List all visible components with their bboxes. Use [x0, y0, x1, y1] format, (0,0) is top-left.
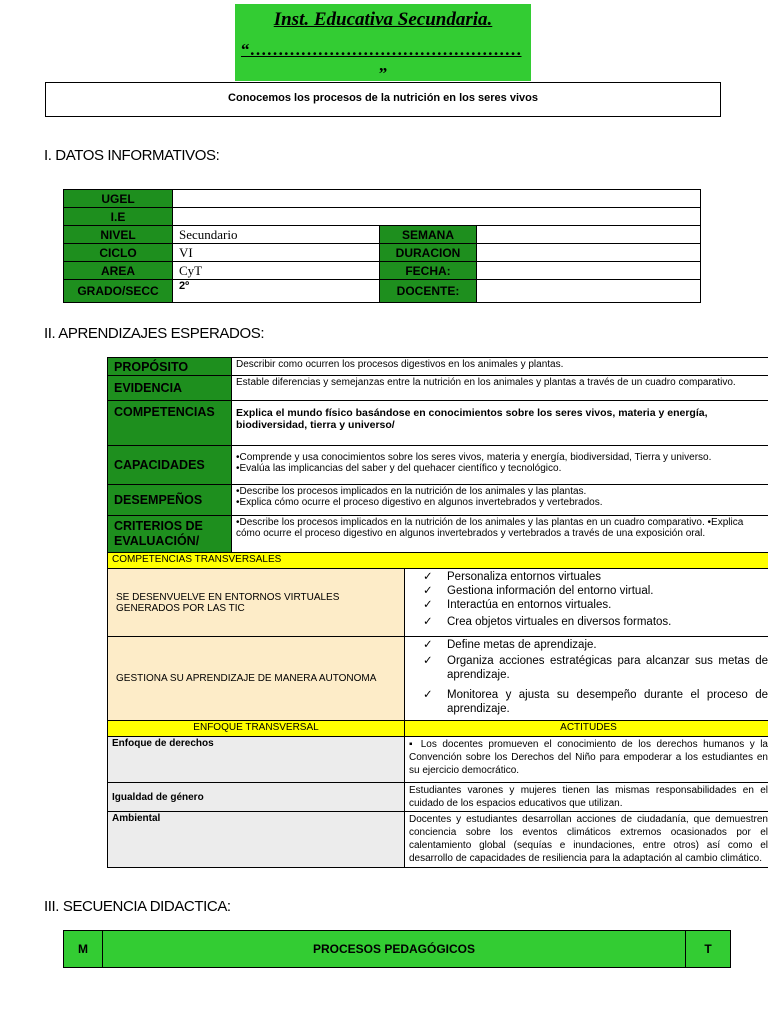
value-capacidades: [232, 446, 768, 485]
institution-title: Inst. Educativa Secundaria.: [273, 9, 493, 30]
label-area: AREA: [64, 262, 173, 280]
list-item: [409, 654, 768, 682]
list-item: [409, 688, 768, 716]
institution-header: [235, 4, 531, 81]
list-item: [409, 570, 768, 584]
table-row: [108, 358, 768, 376]
tic-capacidades: [405, 569, 768, 637]
table-row: [108, 721, 768, 737]
list-item-text: Crea objetos virtuales en diversos formatos.: [447, 616, 672, 628]
table-row: [108, 737, 768, 783]
institution-name-blank: “…………………………………………: [241, 40, 522, 59]
competencia-tic: SE DESENVUELVE EN ENTORNOS VIRTUALES GENERADOS POR LAS TIC: [108, 569, 405, 637]
value-grado: 2º: [173, 280, 380, 303]
enfoque-header: ENFOQUE TRANSVERSAL: [108, 721, 405, 737]
list-item-text: Interactúa en entornos virtuales.: [447, 599, 612, 611]
section-heading-aprendizajes: II. APRENDIZAJES ESPERADOS:: [44, 325, 265, 342]
secuencia-didactica-table: [63, 930, 731, 968]
label-ie: I.E: [64, 208, 173, 226]
datos-informativos-table: [63, 189, 701, 303]
table-row: [108, 812, 768, 868]
section-heading-datos: I. DATOS INFORMATIVOS:: [44, 147, 220, 164]
label-desempenos: DESEMPEÑOS: [108, 485, 232, 516]
list-item-text: Personaliza entornos virtuales: [447, 571, 602, 583]
table-row: [108, 553, 768, 569]
list-item-text: Gestiona información del entorno virtual.: [447, 585, 654, 597]
competencia-gestiona: GESTIONA SU APRENDIZAJE DE MANERA AUTONOMA: [108, 637, 405, 721]
check-icon: ✓: [423, 655, 433, 667]
label-grado: GRADO/SECC: [64, 280, 173, 303]
list-item-text: Define metas de aprendizaje.: [447, 639, 597, 651]
label-evidencia: EVIDENCIA: [108, 376, 232, 401]
enfoque-name: Enfoque de derechos: [108, 737, 405, 783]
session-title: Conocemos los procesos de la nutrición en los seres vivos: [45, 82, 721, 117]
institution-name-close: ”: [378, 64, 388, 83]
value-ciclo: VI: [173, 244, 380, 262]
list-item-text: Monitorea y ajusta su desempeño durante el proceso de aprendizaje.: [447, 689, 768, 715]
value-desempenos: [232, 485, 768, 516]
value-proposito: Describir como ocurren los procesos digestivos en los animales y plantas.: [232, 358, 768, 376]
value-fecha: [477, 262, 701, 280]
check-icon: ✓: [423, 599, 433, 611]
table-row: [64, 208, 701, 226]
column-momento: M: [64, 931, 103, 968]
label-competencia: COMPETENCIAS: [108, 401, 232, 446]
table-row: [108, 376, 768, 401]
label-capacidades: CAPACIDADES: [108, 446, 232, 485]
table-row: [64, 280, 701, 303]
label-criterios: CRITERIOS DE EVALUACIÓN/: [108, 516, 232, 553]
capacidad-item: •Evalúa las implicancias del saber y del quehacer científico y tecnológico.: [236, 463, 562, 474]
table-row: [108, 569, 768, 637]
column-procesos-pedagogicos: PROCESOS PEDAGÓGICOS: [103, 931, 686, 968]
tic-list: [409, 570, 768, 629]
label-ciclo: CICLO: [64, 244, 173, 262]
label-nivel: NIVEL: [64, 226, 173, 244]
section-heading-secuencia: III. SECUENCIA DIDACTICA:: [44, 898, 231, 915]
value-criterios: •Describe los procesos implicados en la nutrición de los animales y las plantas en un cuadro comparativo. •Explica cómo ocurre el proceso digestivo en algunos invertebrados y vertebrados a través de una exposición oral.: [232, 516, 768, 553]
check-icon: ✓: [423, 616, 433, 628]
check-icon: ✓: [423, 585, 433, 597]
enfoque-actitud: ▪ Los docentes promueven el conocimiento de los derechos humanos y la Convención sobre los Derechos del Niño para empoderar a los estudiantes en su ejercicio democrático.: [405, 737, 768, 783]
table-row: [64, 931, 731, 968]
label-proposito: PROPÓSITO: [108, 358, 232, 376]
aprendizajes-table: [107, 357, 768, 868]
gestiona-capacidades: [405, 637, 768, 721]
list-item: [409, 638, 768, 652]
table-row: [108, 401, 768, 446]
label-duracion: DURACION: [380, 244, 477, 262]
list-item: [409, 584, 768, 598]
table-row: [64, 262, 701, 280]
table-row: [64, 190, 701, 208]
competencias-transversales-header: COMPETENCIAS TRANSVERSALES: [108, 553, 768, 569]
enfoque-actitud: Docentes y estudiantes desarrollan acciones de ciudadanía, que demuestren conciencia sobre los eventos climáticos extremos ocasionados por el calentamiento global (sequías e inundaciones, entre otros) así como el desarrollo de capacidades de resiliencia para la adaptación al cambio climático.: [405, 812, 768, 868]
capacidad-item: •Comprende y usa conocimientos sobre los seres vivos, materia y energía, biodiversidad, Tierra y universo.: [236, 452, 712, 463]
desempeno-item: •Explica cómo ocurre el proceso digestivo en algunos invertebrados y vertebrados.: [236, 497, 603, 508]
label-semana: SEMANA: [380, 226, 477, 244]
desempeno-item: •Describe los procesos implicados en la nutrición de los animales y las plantas.: [236, 486, 587, 497]
label-fecha: FECHA:: [380, 262, 477, 280]
value-docente: [477, 280, 701, 303]
table-row: [108, 637, 768, 721]
label-docente: DOCENTE:: [380, 280, 477, 303]
check-icon: ✓: [423, 639, 433, 651]
table-row: [64, 226, 701, 244]
check-icon: ✓: [423, 571, 433, 583]
value-semana: [477, 226, 701, 244]
enfoque-name: Ambiental: [108, 812, 405, 868]
value-duracion: [477, 244, 701, 262]
table-row: [108, 485, 768, 516]
column-tiempo: T: [686, 931, 731, 968]
value-evidencia: Estable diferencias y semejanzas entre la nutrición en los animales y plantas a través de un cuadro comparativo.: [232, 376, 768, 401]
gestiona-list: [409, 638, 768, 716]
value-ugel: [173, 190, 701, 208]
value-area: CyT: [173, 262, 380, 280]
enfoque-name: Igualdad de género: [108, 783, 405, 812]
value-ie: [173, 208, 701, 226]
table-row: [64, 244, 701, 262]
value-nivel: Secundario: [173, 226, 380, 244]
list-item: [409, 615, 768, 629]
value-competencia: Explica el mundo físico basándose en conocimientos sobre los seres vivos, materia y energía, biodiversidad, tierra y universo/: [232, 401, 768, 446]
table-row: [108, 516, 768, 553]
label-ugel: UGEL: [64, 190, 173, 208]
table-row: [108, 783, 768, 812]
check-icon: ✓: [423, 689, 433, 701]
table-row: [108, 446, 768, 485]
enfoque-actitud: Estudiantes varones y mujeres tienen las mismas responsabilidades en el cuidado de los espacios educativos que utilizan.: [405, 783, 768, 812]
list-item: [409, 598, 768, 612]
list-item-text: Organiza acciones estratégicas para alcanzar sus metas de aprendizaje.: [447, 655, 768, 681]
actitudes-header: ACTITUDES: [405, 721, 768, 737]
